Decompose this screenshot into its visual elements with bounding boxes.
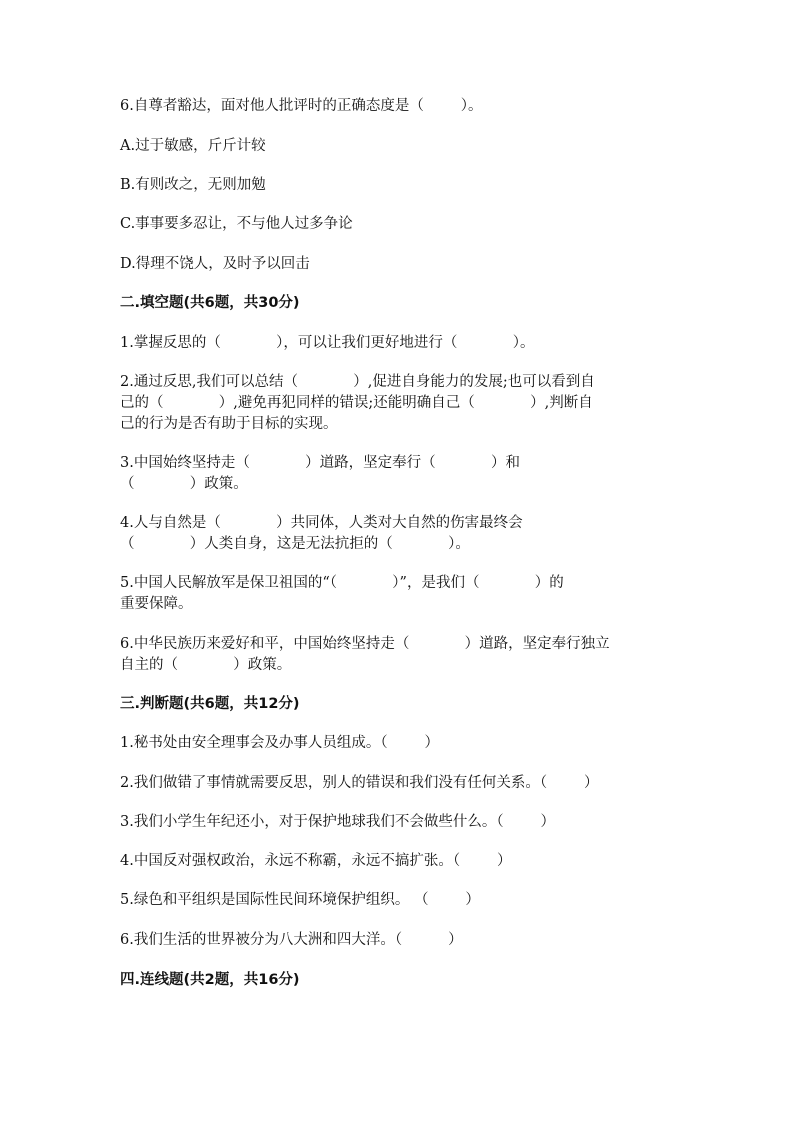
question-text: 6.我们生活的世界被分为八大洲和四大洋。（ ） [120, 932, 463, 948]
question-text: 2.我们做错了事情就需要反思，别人的错误和我们没有任何关系。（ ） [120, 775, 599, 791]
question-text-continued: 己的（ ）,避免再犯同样的错误;还能明确自己（ ）,判断自 [120, 395, 593, 411]
question-text: 1.秘书处由安全理事会及办事人员组成。（ ） [120, 735, 439, 751]
question-text-continued: 重要保障。 [120, 596, 193, 612]
section-heading-true-false: 三.判断题(共6题，共12分) [120, 696, 300, 712]
question-text: 2.通过反思,我们可以总结（ ）,促进自身能力的发展;也可以看到自 [120, 374, 595, 390]
section-heading-matching: 四.连线题(共2题，共16分) [120, 972, 300, 988]
question-text: 6.中华民族历来爱好和平，中国始终坚持走（ ）道路，坚定奉行独立 [120, 636, 610, 652]
question-text: 4.人与自然是（ ）共同体，人类对大自然的伤害最终会 [120, 515, 523, 531]
question-text: 5.绿色和平组织是国际性民间环境保护组织。 （ ） [120, 892, 480, 908]
question-text: 6.自尊者豁达，面对他人批评时的正确态度是（ ）。 [120, 98, 483, 114]
question-text-continued: 自主的（ ）政策。 [120, 657, 292, 673]
option-a: A.过于敏感，斤斤计较 [120, 138, 266, 154]
question-text: 5.中国人民解放军是保卫祖国的“（ ）”，是我们（ ）的 [120, 575, 564, 591]
option-d: D.得理不饶人，及时予以回击 [120, 256, 310, 272]
question-text: 4.中国反对强权政治，永远不称霸，永远不搞扩张。（ ） [120, 853, 512, 869]
question-text-continued: （ ）政策。 [120, 476, 248, 492]
section-heading-fill-blank: 二.填空题(共6题，共30分) [120, 295, 300, 311]
question-text: 1.掌握反思的（ ），可以让我们更好地进行（ ）。 [120, 335, 535, 351]
question-text: 3.中国始终坚持走（ ）道路，坚定奉行（ ）和 [120, 455, 520, 471]
option-c: C.事事要多忍让，不与他人过多争论 [120, 216, 353, 232]
question-text-continued: （ ）人类自身，这是无法抗拒的（ ）。 [120, 536, 470, 552]
question-text-continued: 己的行为是否有助于目标的实现。 [120, 416, 338, 432]
question-text: 3.我们小学生年纪还小，对于保护地球我们不会做些什么。（ ） [120, 814, 555, 830]
option-b: B.有则改之，无则加勉 [120, 177, 266, 193]
